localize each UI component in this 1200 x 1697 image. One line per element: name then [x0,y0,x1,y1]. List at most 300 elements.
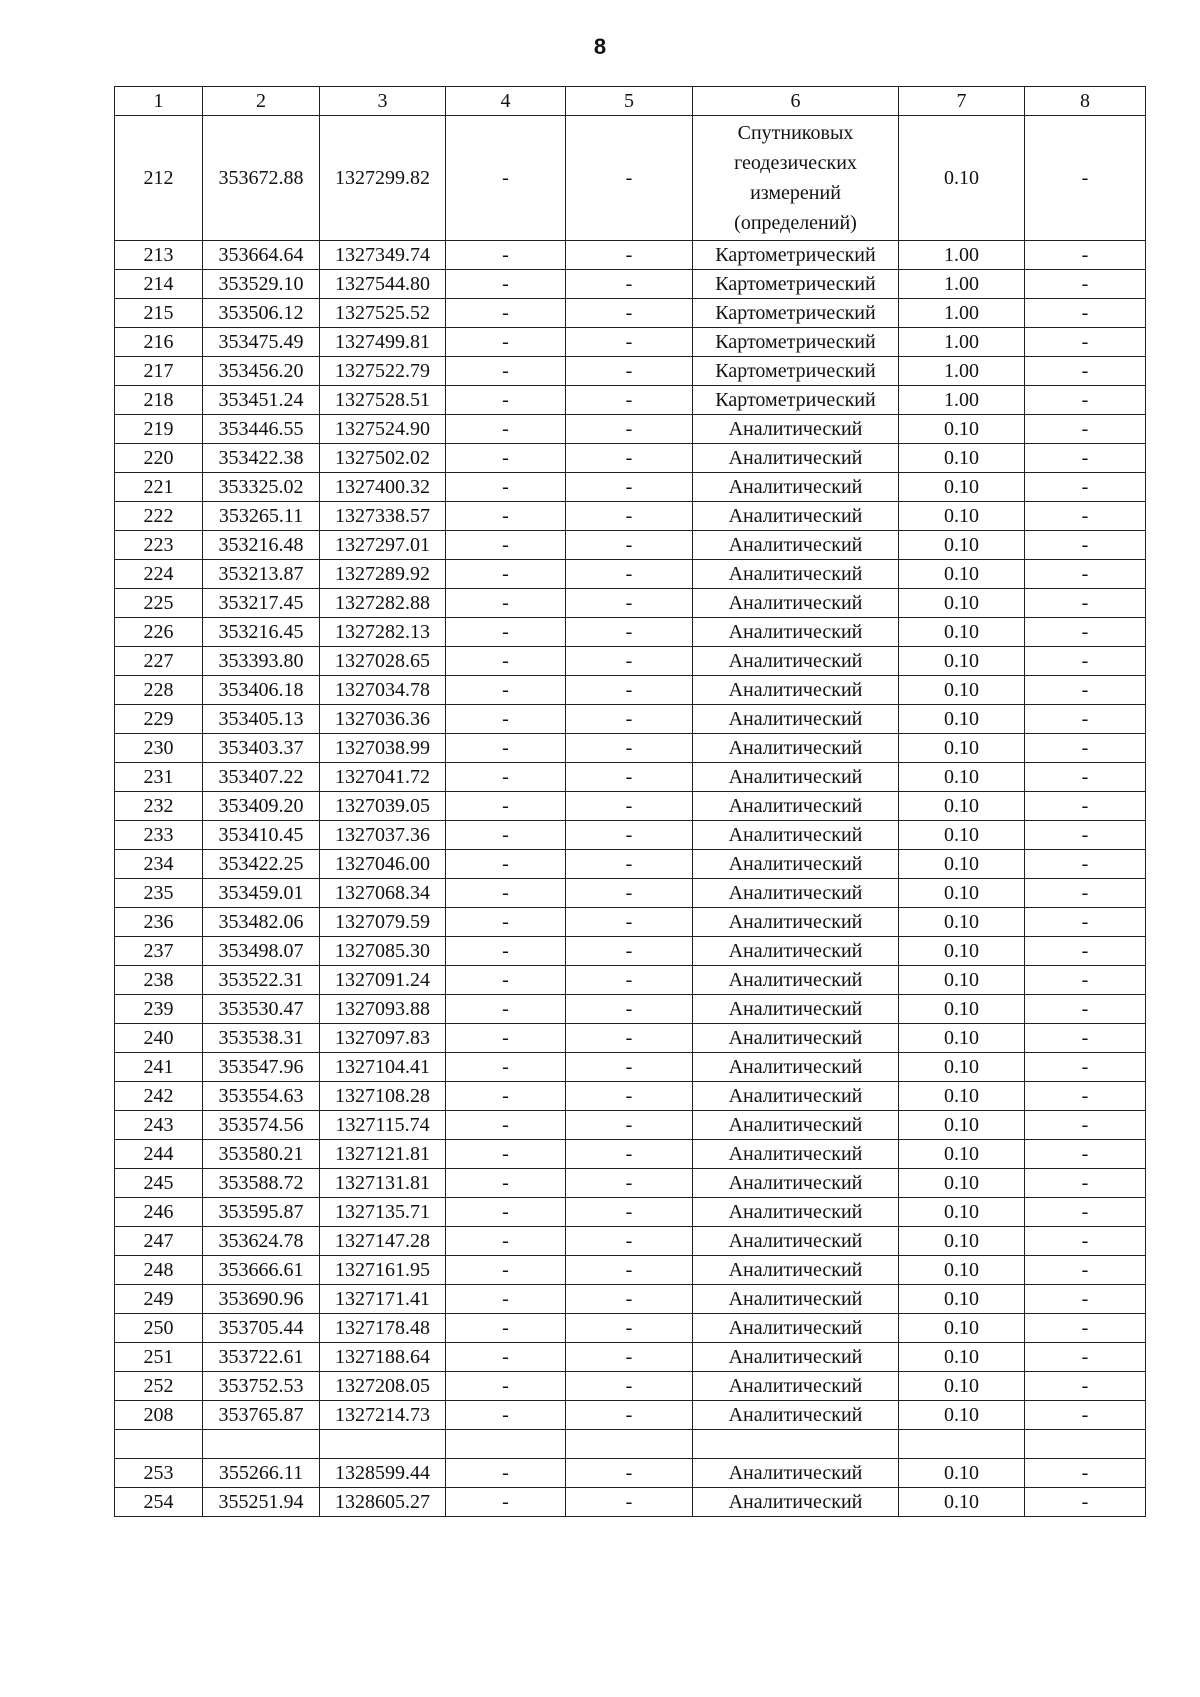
table-row [115,937,1146,966]
column-5-cell: - [566,531,693,560]
x-coordinate-cell: 353265.11 [203,502,320,531]
accuracy-cell: 0.10 [899,879,1025,908]
x-coordinate-cell: 353475.49 [203,328,320,357]
column-header: 2 [203,87,320,116]
x-coordinate-cell: 353554.63 [203,1082,320,1111]
column-5-cell: - [566,328,693,357]
method-cell: Аналитический [693,1024,899,1053]
column-8-cell: - [1025,502,1146,531]
column-8-cell: - [1025,763,1146,792]
method-cell: Аналитический [693,415,899,444]
method-cell: Аналитический [693,821,899,850]
page-number: 8 [593,34,607,59]
y-coordinate-cell: 1327349.74 [320,241,446,270]
column-5-cell: - [566,995,693,1024]
table-row [115,908,1146,937]
column-8-cell: - [1025,444,1146,473]
column-5-cell [566,1430,693,1459]
table-row [115,1285,1146,1314]
y-coordinate-cell: 1327036.36 [320,705,446,734]
point-number-cell: 246 [115,1198,203,1227]
y-coordinate-cell: 1327121.81 [320,1140,446,1169]
column-8-cell: - [1025,1082,1146,1111]
column-4-cell: - [446,618,566,647]
table-row [115,1314,1146,1343]
point-number-cell: 253 [115,1459,203,1488]
table-row [115,763,1146,792]
column-4-cell: - [446,386,566,415]
column-5-cell: - [566,618,693,647]
point-number-cell: 234 [115,850,203,879]
x-coordinate-cell [203,1430,320,1459]
point-number-cell: 218 [115,386,203,415]
method-cell: Картометрический [693,241,899,270]
x-coordinate-cell: 353422.25 [203,850,320,879]
table-row [115,241,1146,270]
table-row [115,531,1146,560]
column-4-cell: - [446,705,566,734]
x-coordinate-cell: 353506.12 [203,299,320,328]
point-number-cell [115,1430,203,1459]
point-number-cell: 245 [115,1169,203,1198]
column-4-cell: - [446,1372,566,1401]
column-4-cell: - [446,1169,566,1198]
point-number-cell: 237 [115,937,203,966]
coordinates-table [114,86,1146,1517]
x-coordinate-cell: 353325.02 [203,473,320,502]
y-coordinate-cell: 1327338.57 [320,502,446,531]
point-number-cell: 224 [115,560,203,589]
method-cell: Картометрический [693,386,899,415]
column-4-cell: - [446,299,566,328]
table-row [115,1198,1146,1227]
accuracy-cell: 0.10 [899,995,1025,1024]
column-4-cell: - [446,328,566,357]
table-row [115,1401,1146,1430]
accuracy-cell: 0.10 [899,560,1025,589]
column-5-cell: - [566,821,693,850]
column-5-cell: - [566,937,693,966]
point-number-cell: 240 [115,1024,203,1053]
method-cell: Аналитический [693,792,899,821]
y-coordinate-cell: 1327038.99 [320,734,446,763]
column-8-cell: - [1025,908,1146,937]
column-4-cell: - [446,1401,566,1430]
method-cell: Аналитический [693,676,899,705]
method-cell: Аналитический [693,1401,899,1430]
accuracy-cell: 0.10 [899,1140,1025,1169]
column-8-cell: - [1025,1256,1146,1285]
column-4-cell: - [446,1488,566,1517]
x-coordinate-cell: 353690.96 [203,1285,320,1314]
y-coordinate-cell: 1327400.32 [320,473,446,502]
point-number-cell: 217 [115,357,203,386]
column-5-cell: - [566,1169,693,1198]
method-cell: Аналитический [693,705,899,734]
x-coordinate-cell: 353456.20 [203,357,320,386]
y-coordinate-cell: 1327178.48 [320,1314,446,1343]
y-coordinate-cell: 1327037.36 [320,821,446,850]
column-4-cell: - [446,502,566,531]
y-coordinate-cell: 1327046.00 [320,850,446,879]
y-coordinate-cell: 1327039.05 [320,792,446,821]
table-row [115,1024,1146,1053]
y-coordinate-cell: 1327108.28 [320,1082,446,1111]
point-number-cell: 216 [115,328,203,357]
accuracy-cell: 0.10 [899,676,1025,705]
accuracy-cell: 0.10 [899,1459,1025,1488]
y-coordinate-cell: 1327161.95 [320,1256,446,1285]
y-coordinate-cell: 1327104.41 [320,1053,446,1082]
column-4-cell: - [446,1198,566,1227]
point-number-cell: 219 [115,415,203,444]
column-4-cell: - [446,792,566,821]
x-coordinate-cell: 353216.45 [203,618,320,647]
column-8-cell: - [1025,531,1146,560]
table-row [115,270,1146,299]
point-number-cell: 212 [115,116,203,241]
column-5-cell: - [566,270,693,299]
column-8-cell: - [1025,357,1146,386]
method-cell: Аналитический [693,763,899,792]
method-cell: Аналитический [693,1111,899,1140]
x-coordinate-cell: 353446.55 [203,415,320,444]
column-5-cell: - [566,589,693,618]
x-coordinate-cell: 353538.31 [203,1024,320,1053]
y-coordinate-cell: 1327068.34 [320,879,446,908]
point-number-cell: 249 [115,1285,203,1314]
column-5-cell: - [566,473,693,502]
x-coordinate-cell: 353403.37 [203,734,320,763]
point-number-cell: 244 [115,1140,203,1169]
column-5-cell: - [566,1372,693,1401]
column-5-cell: - [566,1227,693,1256]
table-row [115,1459,1146,1488]
accuracy-cell: 0.10 [899,444,1025,473]
y-coordinate-cell: 1327214.73 [320,1401,446,1430]
column-8-cell: - [1025,116,1146,241]
column-4-cell: - [446,1111,566,1140]
method-cell: Аналитический [693,995,899,1024]
y-coordinate-cell: 1327135.71 [320,1198,446,1227]
accuracy-cell: 0.10 [899,1488,1025,1517]
point-number-cell: 247 [115,1227,203,1256]
column-5-cell: - [566,879,693,908]
column-5-cell: - [566,1198,693,1227]
column-8-cell: - [1025,1488,1146,1517]
column-header: 6 [693,87,899,116]
accuracy-cell: 0.10 [899,1343,1025,1372]
y-coordinate-cell: 1327131.81 [320,1169,446,1198]
column-8-cell [1025,1430,1146,1459]
column-8-cell: - [1025,937,1146,966]
y-coordinate-cell: 1327282.88 [320,589,446,618]
table-row [115,618,1146,647]
accuracy-cell: 0.10 [899,763,1025,792]
point-number-cell: 215 [115,299,203,328]
column-4-cell: - [446,908,566,937]
column-5-cell: - [566,560,693,589]
table-row [115,647,1146,676]
column-5-cell: - [566,792,693,821]
column-5-cell: - [566,1459,693,1488]
method-cell: Спутниковых геодезических измерений (определений) [693,116,899,241]
x-coordinate-cell: 353580.21 [203,1140,320,1169]
accuracy-cell: 0.10 [899,618,1025,647]
y-coordinate-cell: 1327502.02 [320,444,446,473]
column-4-cell: - [446,1082,566,1111]
point-number-cell: 235 [115,879,203,908]
method-cell: Аналитический [693,589,899,618]
point-number-cell: 252 [115,1372,203,1401]
column-8-cell: - [1025,618,1146,647]
column-4-cell: - [446,116,566,241]
point-number-cell: 254 [115,1488,203,1517]
method-cell: Аналитический [693,1140,899,1169]
column-5-cell: - [566,1111,693,1140]
table-row [115,560,1146,589]
accuracy-cell: 0.10 [899,473,1025,502]
table-row [115,705,1146,734]
y-coordinate-cell: 1328605.27 [320,1488,446,1517]
table-row [115,966,1146,995]
column-5-cell: - [566,1053,693,1082]
y-coordinate-cell: 1327091.24 [320,966,446,995]
column-5-cell: - [566,1488,693,1517]
method-cell: Аналитический [693,1488,899,1517]
column-header: 4 [446,87,566,116]
column-4-cell: - [446,1285,566,1314]
x-coordinate-cell: 353482.06 [203,908,320,937]
y-coordinate-cell: 1327171.41 [320,1285,446,1314]
method-cell: Аналитический [693,531,899,560]
column-5-cell: - [566,1343,693,1372]
table-row [115,1169,1146,1198]
point-number-cell: 242 [115,1082,203,1111]
column-8-cell: - [1025,1401,1146,1430]
table-row [115,821,1146,850]
table-row [115,850,1146,879]
accuracy-cell: 0.10 [899,937,1025,966]
column-5-cell: - [566,647,693,676]
accuracy-cell: 0.10 [899,734,1025,763]
column-5-cell: - [566,1285,693,1314]
column-4-cell: - [446,531,566,560]
table-body [115,87,1146,1517]
x-coordinate-cell: 353529.10 [203,270,320,299]
column-8-cell: - [1025,966,1146,995]
column-8-cell: - [1025,415,1146,444]
accuracy-cell: 0.10 [899,821,1025,850]
point-number-cell: 214 [115,270,203,299]
column-5-cell: - [566,241,693,270]
y-coordinate-cell: 1327208.05 [320,1372,446,1401]
accuracy-cell: 0.10 [899,647,1025,676]
accuracy-cell: 1.00 [899,241,1025,270]
method-cell: Аналитический [693,1227,899,1256]
column-5-cell: - [566,116,693,241]
y-coordinate-cell: 1327544.80 [320,270,446,299]
column-8-cell: - [1025,328,1146,357]
column-4-cell: - [446,850,566,879]
column-4-cell: - [446,1343,566,1372]
accuracy-cell: 0.10 [899,792,1025,821]
method-cell: Аналитический [693,444,899,473]
accuracy-cell: 0.10 [899,1285,1025,1314]
x-coordinate-cell: 353213.87 [203,560,320,589]
y-coordinate-cell: 1327085.30 [320,937,446,966]
column-5-cell: - [566,386,693,415]
column-8-cell: - [1025,241,1146,270]
table-row [115,1430,1146,1459]
method-cell: Картометрический [693,299,899,328]
method-cell: Аналитический [693,1256,899,1285]
table-row [115,676,1146,705]
table-row [115,502,1146,531]
table-row [115,589,1146,618]
y-coordinate-cell: 1327188.64 [320,1343,446,1372]
column-5-cell: - [566,676,693,705]
x-coordinate-cell: 353410.45 [203,821,320,850]
x-coordinate-cell: 353752.53 [203,1372,320,1401]
accuracy-cell: 0.10 [899,1082,1025,1111]
accuracy-cell: 0.10 [899,116,1025,241]
method-cell: Аналитический [693,966,899,995]
accuracy-cell [899,1430,1025,1459]
column-header: 1 [115,87,203,116]
x-coordinate-cell: 353522.31 [203,966,320,995]
column-5-cell: - [566,1140,693,1169]
method-cell: Аналитический [693,1053,899,1082]
point-number-cell: 226 [115,618,203,647]
method-cell: Картометрический [693,270,899,299]
y-coordinate-cell: 1327034.78 [320,676,446,705]
column-5-cell: - [566,1256,693,1285]
x-coordinate-cell: 353530.47 [203,995,320,1024]
column-4-cell: - [446,270,566,299]
column-8-cell: - [1025,299,1146,328]
x-coordinate-cell: 353588.72 [203,1169,320,1198]
x-coordinate-cell: 353672.88 [203,116,320,241]
accuracy-cell: 0.10 [899,1111,1025,1140]
table-row [115,1343,1146,1372]
y-coordinate-cell: 1327525.52 [320,299,446,328]
column-5-cell: - [566,357,693,386]
table-row [115,415,1146,444]
y-coordinate-cell: 1327097.83 [320,1024,446,1053]
accuracy-cell: 1.00 [899,328,1025,357]
column-5-cell: - [566,908,693,937]
x-coordinate-cell: 355251.94 [203,1488,320,1517]
column-5-cell: - [566,1314,693,1343]
column-5-cell: - [566,734,693,763]
point-number-cell: 231 [115,763,203,792]
column-4-cell: - [446,241,566,270]
y-coordinate-cell: 1327289.92 [320,560,446,589]
method-cell: Аналитический [693,618,899,647]
point-number-cell: 213 [115,241,203,270]
column-4-cell: - [446,821,566,850]
x-coordinate-cell: 355266.11 [203,1459,320,1488]
column-5-cell: - [566,763,693,792]
x-coordinate-cell: 353406.18 [203,676,320,705]
table-row [115,734,1146,763]
x-coordinate-cell: 353498.07 [203,937,320,966]
column-8-cell: - [1025,270,1146,299]
accuracy-cell: 0.10 [899,850,1025,879]
y-coordinate-cell: 1327528.51 [320,386,446,415]
column-8-cell: - [1025,589,1146,618]
point-number-cell: 241 [115,1053,203,1082]
column-8-cell: - [1025,647,1146,676]
column-8-cell: - [1025,1198,1146,1227]
point-number-cell: 221 [115,473,203,502]
x-coordinate-cell: 353722.61 [203,1343,320,1372]
accuracy-cell: 1.00 [899,299,1025,328]
table-row [115,357,1146,386]
column-4-cell: - [446,676,566,705]
point-number-cell: 236 [115,908,203,937]
table-row [115,1140,1146,1169]
table-row [115,995,1146,1024]
column-8-cell: - [1025,1053,1146,1082]
y-coordinate-cell: 1328599.44 [320,1459,446,1488]
method-cell: Аналитический [693,1314,899,1343]
method-cell: Аналитический [693,560,899,589]
column-4-cell: - [446,1256,566,1285]
column-4-cell: - [446,966,566,995]
column-4-cell: - [446,647,566,676]
point-number-cell: 223 [115,531,203,560]
accuracy-cell: 1.00 [899,270,1025,299]
column-4-cell: - [446,560,566,589]
point-number-cell: 238 [115,966,203,995]
point-number-cell: 248 [115,1256,203,1285]
y-coordinate-cell: 1327282.13 [320,618,446,647]
column-header: 7 [899,87,1025,116]
y-coordinate-cell: 1327299.82 [320,116,446,241]
point-number-cell: 243 [115,1111,203,1140]
column-8-cell: - [1025,1227,1146,1256]
x-coordinate-cell: 353422.38 [203,444,320,473]
column-header: 3 [320,87,446,116]
x-coordinate-cell: 353547.96 [203,1053,320,1082]
table-row [115,444,1146,473]
point-number-cell: 222 [115,502,203,531]
table-row [115,1053,1146,1082]
y-coordinate-cell: 1327079.59 [320,908,446,937]
column-8-cell: - [1025,850,1146,879]
accuracy-cell: 0.10 [899,1401,1025,1430]
method-cell: Аналитический [693,850,899,879]
accuracy-cell: 0.10 [899,966,1025,995]
column-8-cell: - [1025,560,1146,589]
y-coordinate-cell: 1327041.72 [320,763,446,792]
column-8-cell: - [1025,1314,1146,1343]
accuracy-cell: 0.10 [899,589,1025,618]
accuracy-cell: 0.10 [899,1198,1025,1227]
column-4-cell: - [446,589,566,618]
point-number-cell: 228 [115,676,203,705]
column-8-cell: - [1025,1140,1146,1169]
column-8-cell: - [1025,1111,1146,1140]
y-coordinate-cell: 1327297.01 [320,531,446,560]
method-cell: Аналитический [693,1169,899,1198]
column-8-cell: - [1025,1372,1146,1401]
method-cell: Аналитический [693,1082,899,1111]
x-coordinate-cell: 353405.13 [203,705,320,734]
method-cell: Аналитический [693,937,899,966]
